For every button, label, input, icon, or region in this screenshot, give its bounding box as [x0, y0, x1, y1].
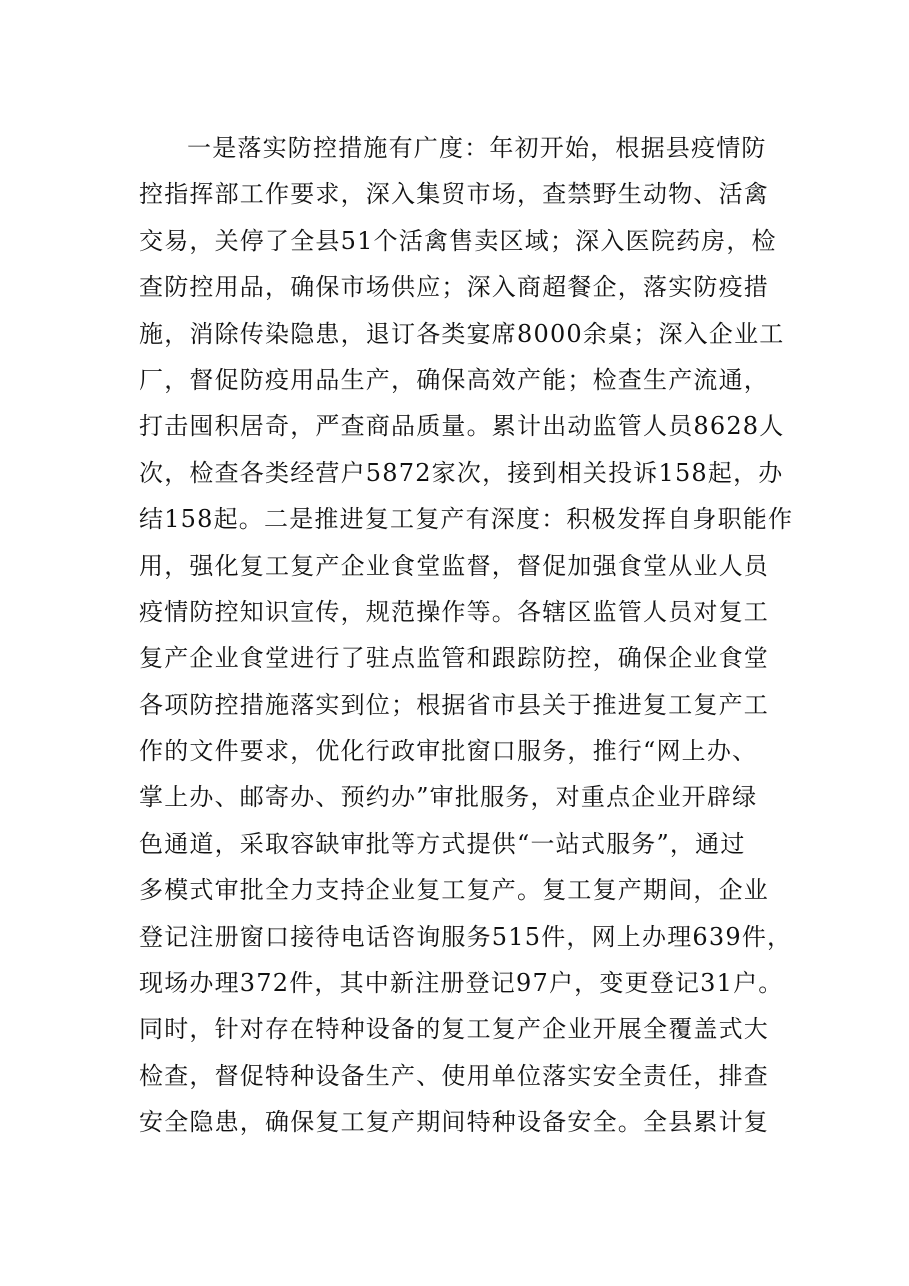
- text-line: 色通道，采取容缺审批等方式提供“一站式服务”，通过: [139, 829, 746, 858]
- text-line: 登记注册窗口接待电话咨询服务515件，网上办理639件，: [139, 922, 793, 951]
- text-line: 交易，关停了全县51个活禽售卖区域；深入医院药房，检: [139, 226, 777, 255]
- text-line: 安全隐患，确保复工复产期间特种设备安全。全县累计复: [139, 1108, 769, 1137]
- text-line: 控指挥部工作要求，深入集贸市场，查禁野生动物、活禽: [139, 180, 769, 209]
- text-line: 检查，督促特种设备生产、使用单位落实安全责任，排查: [139, 1061, 769, 1090]
- text-line: 结158起。二是推进复工复产有深度：积极发挥自身职能作: [139, 505, 794, 534]
- text-line: 施，消除传染隐患，退订各类宴席8000余桌；深入企业工: [139, 319, 785, 348]
- text-line: 复产企业食堂进行了驻点监管和跟踪防控，确保企业食堂: [139, 644, 769, 673]
- text-line: 各项防控措施落实到位；根据省市县关于推进复工复产工: [139, 690, 769, 719]
- text-line: 次，检查各类经营户5872家次，接到相关投诉158起，办: [139, 458, 784, 487]
- text-line: 同时，针对存在特种设备的复工复产企业开展全覆盖式大: [139, 1015, 769, 1044]
- text-line: 打击囤积居奇，严查商品质量。累计出动监管人员8628人: [139, 412, 785, 441]
- text-line: 查防控用品，确保市场供应；深入商超餐企，落实防疫措: [139, 273, 769, 302]
- text-line: 疫情防控知识宣传，规范操作等。各辖区监管人员对复工: [139, 597, 769, 626]
- text-line: 掌上办、邮寄办、预约办”审批服务，对重点企业开辟绿: [139, 783, 758, 812]
- text-line: 多模式审批全力支持企业复工复产。复工复产期间，企业: [139, 876, 769, 905]
- text-line: 厂，督促防疫用品生产，确保高效产能；检查生产流通，: [139, 365, 769, 394]
- body-paragraph: [139, 125, 794, 1146]
- text-line: 现场办理372件，其中新注册登记97户，变更登记31户。: [139, 969, 784, 998]
- text-line: 用，强化复工复产企业食堂监督，督促加强食堂从业人员: [139, 551, 769, 580]
- text-line: 一是落实防控措施有广度：年初开始，根据县疫情防: [187, 134, 767, 162]
- text-line: 作的文件要求，优化行政审批窗口服务，推行“网上办、: [139, 737, 758, 766]
